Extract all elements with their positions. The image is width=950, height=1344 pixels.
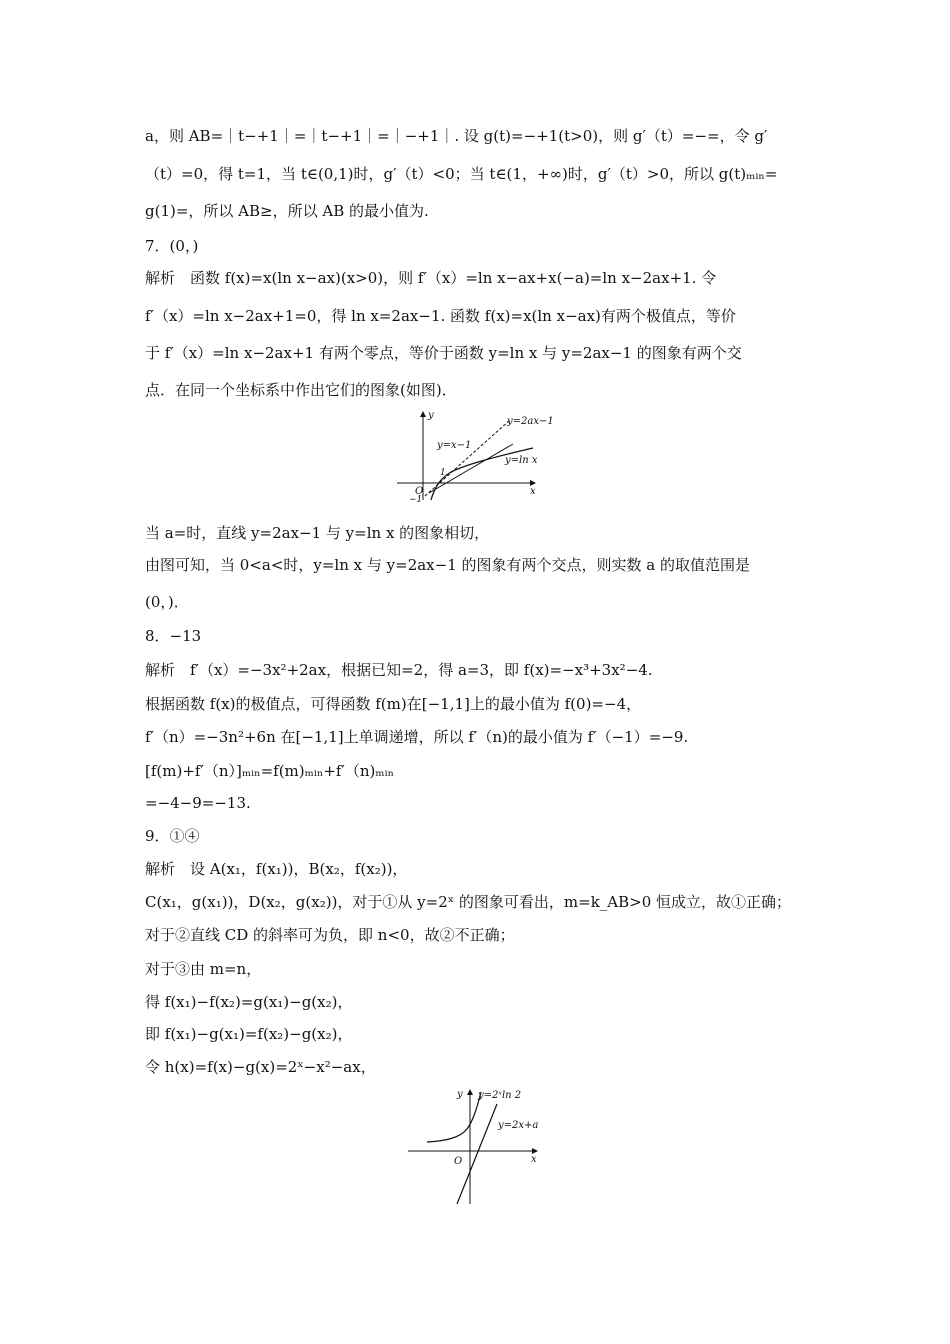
text-line: [f(m)+f′（n）]ₘᵢₙ=f(m)ₘᵢₙ+f′（n)ₘᵢₙ xyxy=(145,762,395,780)
text-line: C(x₁，g(x₁))，D(x₂，g(x₂))，对于①从 y=2ˣ 的图象可看出，m=k_AB>0 恒成立，故①正确； xyxy=(145,893,792,911)
text-line: 解析 函数 f(x)=x(ln x−ax)(x>0)，则 f′（x）=ln x−ax+x(−a)=ln x−2ax+1. 令 xyxy=(145,269,717,287)
figure-exp-line-svg xyxy=(405,1084,550,1209)
text-line: a，则 AB=｜t−+1｜=｜t−+1｜=｜−+1｜. 设 g(t)=−+1(t>0)，则 g′（t）=−=，令 g′ xyxy=(145,127,768,145)
text-line: 令 h(x)=f(x)−g(x)=2ˣ−x²−ax， xyxy=(145,1058,376,1076)
text-line: 当 a=时，直线 y=2ax−1 与 y=ln x 的图象相切， xyxy=(145,524,490,542)
text-line: 对于②直线 CD 的斜率可为负，即 n<0，故②不正确； xyxy=(145,926,515,944)
problem-8-answer: 8．−13 xyxy=(145,627,202,645)
label-origin: O xyxy=(415,486,424,497)
problem-9-answer: 9．①④ xyxy=(145,827,200,845)
label-dashed: y=2ax−1 xyxy=(507,416,554,427)
text-line: 点．在同一个坐标系中作出它们的图象(如图)． xyxy=(145,381,457,399)
label-y: y xyxy=(428,410,434,421)
label-y: y xyxy=(457,1089,463,1100)
label-line: y=2x+a xyxy=(498,1120,539,1131)
text-line: 于 f′（x）=ln x−2ax+1 有两个零点，等价于函数 y=ln x 与 y=2ax−1 的图象有两个交 xyxy=(145,344,742,362)
text-line: 对于③由 m=n， xyxy=(145,960,262,978)
figure-ln-tangent xyxy=(395,408,560,504)
text-line: 由图可知，当 0<a<时，y=ln x 与 y=2ax−1 的图象有两个交点，则实数 a 的取值范围是 xyxy=(145,556,751,574)
label-x: x xyxy=(530,486,536,497)
text-line: f′（x）=ln x−2ax+1=0，得 ln x=2ax−1. 函数 f(x)=x(ln x−ax)有两个极值点，等价 xyxy=(145,307,736,325)
text-line: 即 f(x₁)−g(x₁)=f(x₂)−g(x₂)， xyxy=(145,1025,353,1043)
problem-7-answer: 7．(0，) xyxy=(145,237,199,255)
figure-ln-tangent-svg xyxy=(395,408,560,504)
label-log: y=ln x xyxy=(505,455,538,466)
text-line: 根据函数 f(x)的极值点，可得函数 f(m)在[−1,1]上的最小值为 f(0)=−4， xyxy=(145,695,642,713)
text-line: (0，)． xyxy=(145,593,189,611)
label-tangent: y=x−1 xyxy=(437,440,472,451)
straight-line xyxy=(457,1104,497,1204)
label-x: x xyxy=(531,1154,537,1165)
label-one: 1 xyxy=(440,468,446,478)
exp-curve xyxy=(427,1092,481,1142)
figure-exp-line xyxy=(405,1084,550,1209)
label-origin: O xyxy=(454,1156,463,1167)
label-curve: y=2ˣln 2 xyxy=(478,1090,522,1101)
text-line: =−4−9=−13. xyxy=(145,794,251,812)
text-line: （t）=0，得 t=1，当 t∈(0,1)时，g′（t）<0；当 t∈(1，+∞)时，g′（t）>0，所以 g(t)ₘᵢₙ= xyxy=(145,165,778,183)
text-line: g(1)=，所以 AB≥，所以 AB 的最小值为. xyxy=(145,202,429,220)
text-line: 得 f(x₁)−f(x₂)=g(x₁)−g(x₂)， xyxy=(145,993,353,1011)
text-line: 解析 设 A(x₁，f(x₁))，B(x₂，f(x₂))， xyxy=(145,860,408,878)
text-line: f′（n）=−3n²+6n 在[−1,1]上单调递增，所以 f′（n)的最小值为 f′（−1）=−9. xyxy=(145,728,689,746)
label-neg-one: −1 xyxy=(409,495,423,504)
text-line: 解析 f′（x）=−3x²+2ax，根据已知=2，得 a=3，即 f(x)=−x³+3x²−4. xyxy=(145,661,653,679)
